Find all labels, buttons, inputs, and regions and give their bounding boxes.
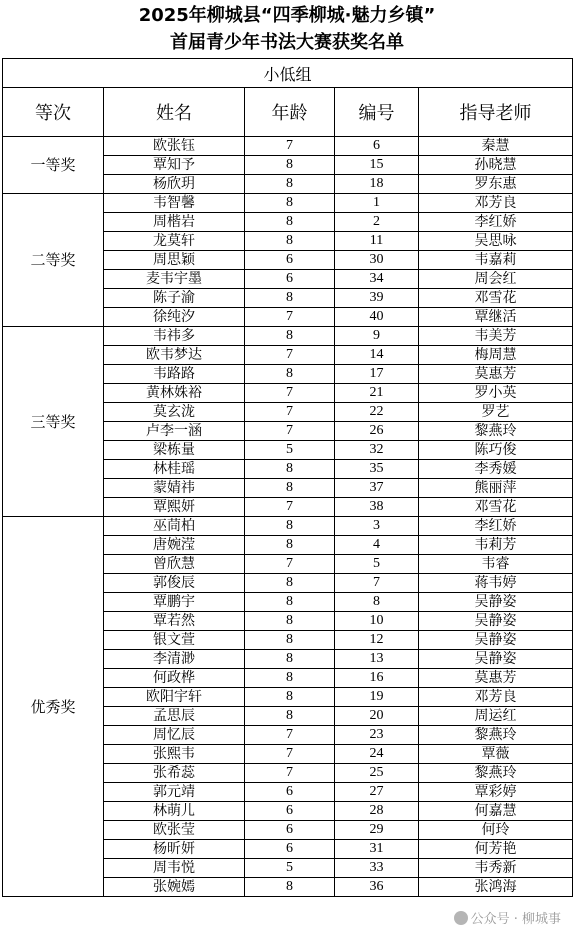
name-cell: 韦祎多: [104, 327, 245, 346]
age-cell: 8: [245, 213, 335, 232]
teacher-cell: 罗艺: [419, 403, 573, 422]
name-cell: 莫玄泷: [104, 403, 245, 422]
name-cell: 徐纯汐: [104, 308, 245, 327]
name-cell: 杨昕妍: [104, 840, 245, 859]
number-cell: 35: [335, 460, 419, 479]
number-cell: 39: [335, 289, 419, 308]
name-cell: 覃若然: [104, 612, 245, 631]
age-cell: 7: [245, 555, 335, 574]
number-cell: 28: [335, 802, 419, 821]
name-cell: 覃鹏宇: [104, 593, 245, 612]
number-cell: 26: [335, 422, 419, 441]
teacher-cell: 张鸿海: [419, 878, 573, 897]
number-cell: 11: [335, 232, 419, 251]
name-cell: 卢李一涵: [104, 422, 245, 441]
grade-cell: 二等奖: [3, 194, 104, 327]
number-cell: 24: [335, 745, 419, 764]
name-cell: 郭元靖: [104, 783, 245, 802]
header-age: 年龄: [245, 88, 335, 137]
wechat-icon: [454, 911, 468, 925]
teacher-cell: 何芳艳: [419, 840, 573, 859]
teacher-cell: 覃继活: [419, 308, 573, 327]
name-cell: 欧张莹: [104, 821, 245, 840]
age-cell: 8: [245, 156, 335, 175]
number-cell: 12: [335, 631, 419, 650]
age-cell: 7: [245, 764, 335, 783]
number-cell: 7: [335, 574, 419, 593]
teacher-cell: 韦睿: [419, 555, 573, 574]
teacher-cell: 覃薇: [419, 745, 573, 764]
name-cell: 林桂瑶: [104, 460, 245, 479]
number-cell: 31: [335, 840, 419, 859]
age-cell: 8: [245, 688, 335, 707]
name-cell: 郭俊辰: [104, 574, 245, 593]
teacher-cell: 蒋韦婷: [419, 574, 573, 593]
table-row: [3, 194, 573, 213]
age-cell: 5: [245, 859, 335, 878]
age-cell: 7: [245, 726, 335, 745]
name-cell: 孟思辰: [104, 707, 245, 726]
age-cell: 7: [245, 745, 335, 764]
teacher-cell: 莫惠芳: [419, 669, 573, 688]
number-cell: 20: [335, 707, 419, 726]
age-cell: 8: [245, 536, 335, 555]
grade-cell: 优秀奖: [3, 517, 104, 897]
teacher-cell: 吴静姿: [419, 612, 573, 631]
age-cell: 7: [245, 498, 335, 517]
number-cell: 13: [335, 650, 419, 669]
age-cell: 6: [245, 802, 335, 821]
age-cell: 8: [245, 650, 335, 669]
header-name: 姓名: [104, 88, 245, 137]
table-row: [3, 517, 573, 536]
name-cell: 李清渺: [104, 650, 245, 669]
teacher-cell: 熊丽萍: [419, 479, 573, 498]
teacher-cell: 陈巧俊: [419, 441, 573, 460]
number-cell: 17: [335, 365, 419, 384]
name-cell: 张希蕊: [104, 764, 245, 783]
teacher-cell: 韦秀新: [419, 859, 573, 878]
name-cell: 韦路路: [104, 365, 245, 384]
number-cell: 22: [335, 403, 419, 422]
number-cell: 19: [335, 688, 419, 707]
number-cell: 23: [335, 726, 419, 745]
teacher-cell: 韦嘉莉: [419, 251, 573, 270]
number-cell: 33: [335, 859, 419, 878]
name-cell: 覃熙妍: [104, 498, 245, 517]
teacher-cell: 吴静姿: [419, 631, 573, 650]
name-cell: 周忆辰: [104, 726, 245, 745]
age-cell: 6: [245, 783, 335, 802]
age-cell: 6: [245, 270, 335, 289]
name-cell: 张熙韦: [104, 745, 245, 764]
document-subtitle: 首届青少年书法大赛获奖名单: [170, 32, 404, 53]
number-cell: 5: [335, 555, 419, 574]
name-cell: 银文萱: [104, 631, 245, 650]
age-cell: 6: [245, 821, 335, 840]
name-cell: 韦智馨: [104, 194, 245, 213]
name-cell: 周楷岩: [104, 213, 245, 232]
number-cell: 6: [335, 137, 419, 156]
teacher-cell: 李红娇: [419, 517, 573, 536]
age-cell: 7: [245, 308, 335, 327]
age-cell: 8: [245, 669, 335, 688]
age-cell: 8: [245, 194, 335, 213]
teacher-cell: 吴静姿: [419, 593, 573, 612]
age-cell: 8: [245, 612, 335, 631]
number-cell: 10: [335, 612, 419, 631]
group-header: 小低组: [3, 59, 573, 88]
name-cell: 欧张钰: [104, 137, 245, 156]
teacher-cell: 邓芳良: [419, 688, 573, 707]
teacher-cell: 罗小英: [419, 384, 573, 403]
name-cell: 巫茼柏: [104, 517, 245, 536]
age-cell: 8: [245, 574, 335, 593]
teacher-cell: 韦莉芳: [419, 536, 573, 555]
teacher-cell: 周会红: [419, 270, 573, 289]
age-cell: 7: [245, 346, 335, 365]
header-grade: 等次: [3, 88, 104, 137]
age-cell: 8: [245, 365, 335, 384]
table-row: [3, 327, 573, 346]
age-cell: 7: [245, 137, 335, 156]
age-cell: 5: [245, 441, 335, 460]
age-cell: 8: [245, 460, 335, 479]
teacher-cell: 韦美芳: [419, 327, 573, 346]
age-cell: 8: [245, 707, 335, 726]
teacher-cell: 罗东惠: [419, 175, 573, 194]
teacher-cell: 覃彩婷: [419, 783, 573, 802]
name-cell: 周思颖: [104, 251, 245, 270]
number-cell: 2: [335, 213, 419, 232]
teacher-cell: 李红娇: [419, 213, 573, 232]
number-cell: 30: [335, 251, 419, 270]
age-cell: 8: [245, 631, 335, 650]
age-cell: 7: [245, 422, 335, 441]
name-cell: 欧阳宇轩: [104, 688, 245, 707]
name-cell: 覃知予: [104, 156, 245, 175]
number-cell: 27: [335, 783, 419, 802]
number-cell: 8: [335, 593, 419, 612]
number-cell: 37: [335, 479, 419, 498]
teacher-cell: 邓雪花: [419, 289, 573, 308]
number-cell: 14: [335, 346, 419, 365]
number-cell: 4: [335, 536, 419, 555]
age-cell: 8: [245, 878, 335, 897]
number-cell: 21: [335, 384, 419, 403]
age-cell: 8: [245, 289, 335, 308]
age-cell: 7: [245, 384, 335, 403]
name-cell: 周韦悦: [104, 859, 245, 878]
name-cell: 陈子渝: [104, 289, 245, 308]
teacher-cell: 梅周慧: [419, 346, 573, 365]
grade-cell: 一等奖: [3, 137, 104, 194]
number-cell: 36: [335, 878, 419, 897]
document-title: 2025年柳城县“四季柳城·魅力乡镇”: [138, 5, 436, 26]
number-cell: 15: [335, 156, 419, 175]
number-cell: 29: [335, 821, 419, 840]
number-cell: 1: [335, 194, 419, 213]
age-cell: 6: [245, 840, 335, 859]
award-table: [2, 58, 573, 897]
teacher-cell: 周运红: [419, 707, 573, 726]
age-cell: 7: [245, 403, 335, 422]
teacher-cell: 吴思咏: [419, 232, 573, 251]
number-cell: 9: [335, 327, 419, 346]
teacher-cell: 吴静姿: [419, 650, 573, 669]
header-teacher: 指导老师: [419, 88, 573, 137]
watermark-text: 公众号 · 柳城事: [470, 912, 561, 927]
number-cell: 38: [335, 498, 419, 517]
name-cell: 张婉嫣: [104, 878, 245, 897]
number-cell: 16: [335, 669, 419, 688]
teacher-cell: 黎燕玲: [419, 726, 573, 745]
table-row: [3, 137, 573, 156]
name-cell: 林萌儿: [104, 802, 245, 821]
name-cell: 欧韦梦达: [104, 346, 245, 365]
number-cell: 25: [335, 764, 419, 783]
age-cell: 8: [245, 327, 335, 346]
header-number: 编号: [335, 88, 419, 137]
name-cell: 曾欣慧: [104, 555, 245, 574]
name-cell: 蒙婧祎: [104, 479, 245, 498]
number-cell: 40: [335, 308, 419, 327]
teacher-cell: 何玲: [419, 821, 573, 840]
teacher-cell: 何嘉慧: [419, 802, 573, 821]
age-cell: 8: [245, 517, 335, 536]
name-cell: 梁栋量: [104, 441, 245, 460]
teacher-cell: 秦慧: [419, 137, 573, 156]
table-body: [3, 137, 573, 897]
number-cell: 34: [335, 270, 419, 289]
teacher-cell: 邓雪花: [419, 498, 573, 517]
name-cell: 麦韦宇墨: [104, 270, 245, 289]
watermark: [451, 908, 564, 927]
name-cell: 杨欣玥: [104, 175, 245, 194]
name-cell: 黄林姝裕: [104, 384, 245, 403]
name-cell: 唐婉滢: [104, 536, 245, 555]
age-cell: 8: [245, 479, 335, 498]
name-cell: 龙莫轩: [104, 232, 245, 251]
age-cell: 8: [245, 175, 335, 194]
number-cell: 3: [335, 517, 419, 536]
teacher-cell: 孙晓慧: [419, 156, 573, 175]
teacher-cell: 莫惠芳: [419, 365, 573, 384]
name-cell: 何政桦: [104, 669, 245, 688]
teacher-cell: 黎燕玲: [419, 422, 573, 441]
teacher-cell: 邓芳良: [419, 194, 573, 213]
age-cell: 8: [245, 593, 335, 612]
teacher-cell: 黎燕玲: [419, 764, 573, 783]
age-cell: 8: [245, 232, 335, 251]
age-cell: 6: [245, 251, 335, 270]
grade-cell: 三等奖: [3, 327, 104, 517]
teacher-cell: 李秀媛: [419, 460, 573, 479]
number-cell: 32: [335, 441, 419, 460]
number-cell: 18: [335, 175, 419, 194]
